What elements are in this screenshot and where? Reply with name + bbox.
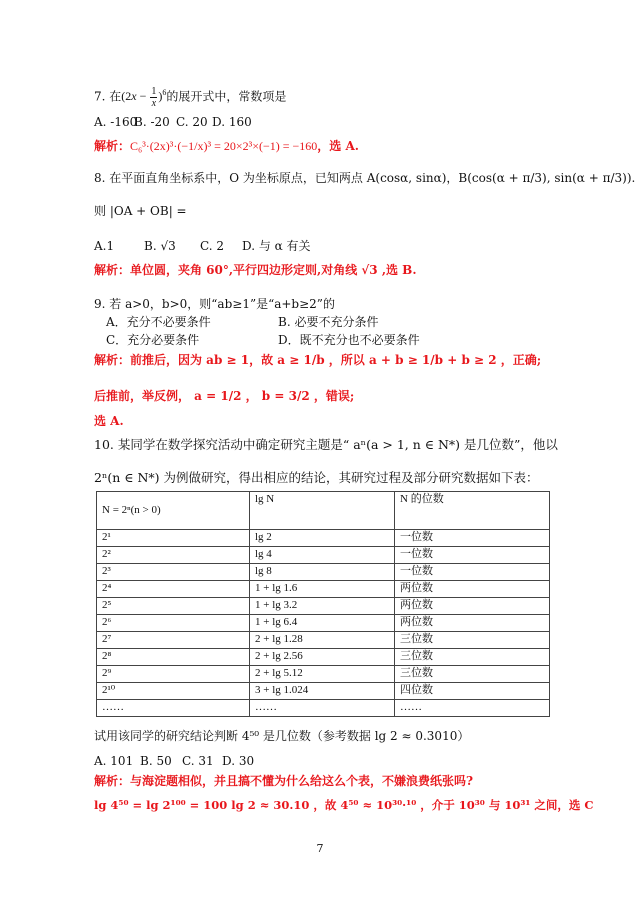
table-cell: 2² [97, 547, 250, 564]
table-cell: …… [395, 700, 550, 717]
q9-options-row2 [106, 332, 420, 348]
table-row [97, 581, 550, 598]
table-cell: 1 + lg 1.6 [250, 581, 395, 598]
table-cell: …… [97, 700, 250, 717]
table-row [97, 632, 550, 649]
table-cell: 2⁹ [97, 666, 250, 683]
table-row [97, 700, 550, 717]
table-cell: lg 2 [250, 530, 395, 547]
q8-option-a: A.1 [94, 239, 115, 253]
table-cell: 三位数 [395, 649, 550, 666]
table-cell: 2⁵ [97, 598, 250, 615]
table-row [97, 530, 550, 547]
table-cell: 一位数 [395, 564, 550, 581]
table-row [97, 649, 550, 666]
table-cell: 2 + lg 2.56 [250, 649, 395, 666]
q9-options-row1 [106, 314, 378, 330]
q10-analysis-line2: lg 4⁵⁰ = lg 2¹⁰⁰ = 100 lg 2 ≈ 30.10 ，故 4⁵⁰ ≈ 10³⁰·¹⁰ ，介于 10³⁰ 与 10³¹ 之间，选 C [94, 798, 594, 812]
table-cell: 两位数 [395, 598, 550, 615]
q9-analysis-line1: 解析：前推后，因为 ab ≥ 1，故 a ≥ 1/b ，所以 a + b ≥ 1/b + b ≥ 2 ，正确; [94, 353, 542, 367]
q8-option-b: B. √3 [144, 239, 176, 253]
table-cell: lg 8 [250, 564, 395, 581]
q7-option-d: D. 160 [212, 115, 252, 129]
q8-option-c: C. 2 [200, 239, 225, 253]
q9-stem: 9. 若 a>0，b>0，则“ab≥1”是“a+b≥2”的 [94, 297, 335, 311]
q7-option-c: C. 20 [176, 115, 208, 129]
q7-analysis: 解析：C₆³·(2x)³·(−1/x)³ = 20×2³×(−1) = −160，选 A. [94, 139, 359, 153]
table-cell: 三位数 [395, 666, 550, 683]
q10-stem-line2: 2ⁿ(n ∈ N*) 为例做研究，得出相应的结论，其研究过程及部分研究数据如下表： [94, 470, 539, 485]
table-row [97, 547, 550, 564]
table-cell: 2³ [97, 564, 250, 581]
table-cell: 3 + lg 1.024 [250, 683, 395, 700]
q9-option-b: B. 必要不充分条件 [278, 315, 379, 329]
q9-analysis-line3: 选 A. [94, 414, 124, 428]
table-header-row [97, 492, 550, 530]
q8-stem: 8. 在平面直角坐标系中，O 为坐标原点，已知两点 A(cosα, sinα)，B(cos(α + π/3), sin(α + π/3)). [94, 171, 636, 185]
q7-option-b: B. -20 [134, 115, 170, 129]
q8-stem-line2: 则 |OA + OB| = [94, 204, 187, 218]
table-row [97, 615, 550, 632]
table-cell: 一位数 [395, 530, 550, 547]
table-cell: 2 + lg 5.12 [250, 666, 395, 683]
table-cell: 2⁴ [97, 581, 250, 598]
q9-option-c: C．充分必要条件 [106, 333, 200, 347]
q10-option-a: A. 101 [94, 754, 134, 768]
table-cell: 2⁸ [97, 649, 250, 666]
table-row [97, 666, 550, 683]
table-cell: 两位数 [395, 581, 550, 598]
table-header-n: N = 2ⁿ(n > 0) [97, 492, 250, 530]
table-header-lgn: lg N [250, 492, 395, 530]
table-cell: 1 + lg 6.4 [250, 615, 395, 632]
q10-analysis-line1: 解析：与海淀题相似，并且搞不懂为什么给这么个表，不嫌浪费纸张吗? [94, 774, 474, 788]
q7-option-a: A. -160 [94, 115, 138, 129]
table-row [97, 564, 550, 581]
table-cell: 2¹⁰ [97, 683, 250, 700]
q8-option-d: D. 与 α 有关 [242, 239, 311, 253]
table-cell: lg 4 [250, 547, 395, 564]
table-cell: 2 + lg 1.28 [250, 632, 395, 649]
q10-question: 试用该同学的研究结论判断 4⁵⁰ 是几位数（参考数据 lg 2 ≈ 0.3010） [94, 729, 470, 743]
table-cell: 两位数 [395, 615, 550, 632]
table-cell: 一位数 [395, 547, 550, 564]
q10-stem: 10. 某同学在数学探究活动中确定研究主题是“ aⁿ(a > 1, n ∈ N*) 是几位数”，他以 [94, 437, 558, 452]
table-cell: …… [250, 700, 395, 717]
table-cell: 2⁷ [97, 632, 250, 649]
page-number: 7 [316, 842, 324, 855]
table-cell: 2⁶ [97, 615, 250, 632]
q10-option-b: B. 50 [140, 754, 172, 768]
table-cell: 2¹ [97, 530, 250, 547]
q10-option-c: C. 31 [182, 754, 214, 768]
table-row [97, 598, 550, 615]
table-cell: 1 + lg 3.2 [250, 598, 395, 615]
q9-option-a: A．充分不必要条件 [106, 315, 211, 329]
table-cell: 三位数 [395, 632, 550, 649]
table-cell: 四位数 [395, 683, 550, 700]
q8-options [94, 238, 311, 254]
q7-options [94, 114, 252, 130]
research-data-table [96, 491, 550, 717]
q9-option-d: D．既不充分也不必要条件 [278, 333, 420, 347]
q10-options [94, 753, 254, 769]
q7-stem: 7. 在(2x − $\frac{1}{x}$ )$^6$的展开式中，常数项是 [94, 86, 287, 109]
table-header-digits: N 的位数 [395, 492, 550, 530]
q10-option-d: D. 30 [222, 754, 255, 768]
q8-analysis: 解析：单位圆，夹角 60°,平行四边形定则,对角线 √3 ,选 B. [94, 263, 417, 277]
q9-analysis-line2: 后推前，举反例， a = 1/2 ， b = 3/2 ，错误; [94, 389, 355, 403]
table-row [97, 683, 550, 700]
